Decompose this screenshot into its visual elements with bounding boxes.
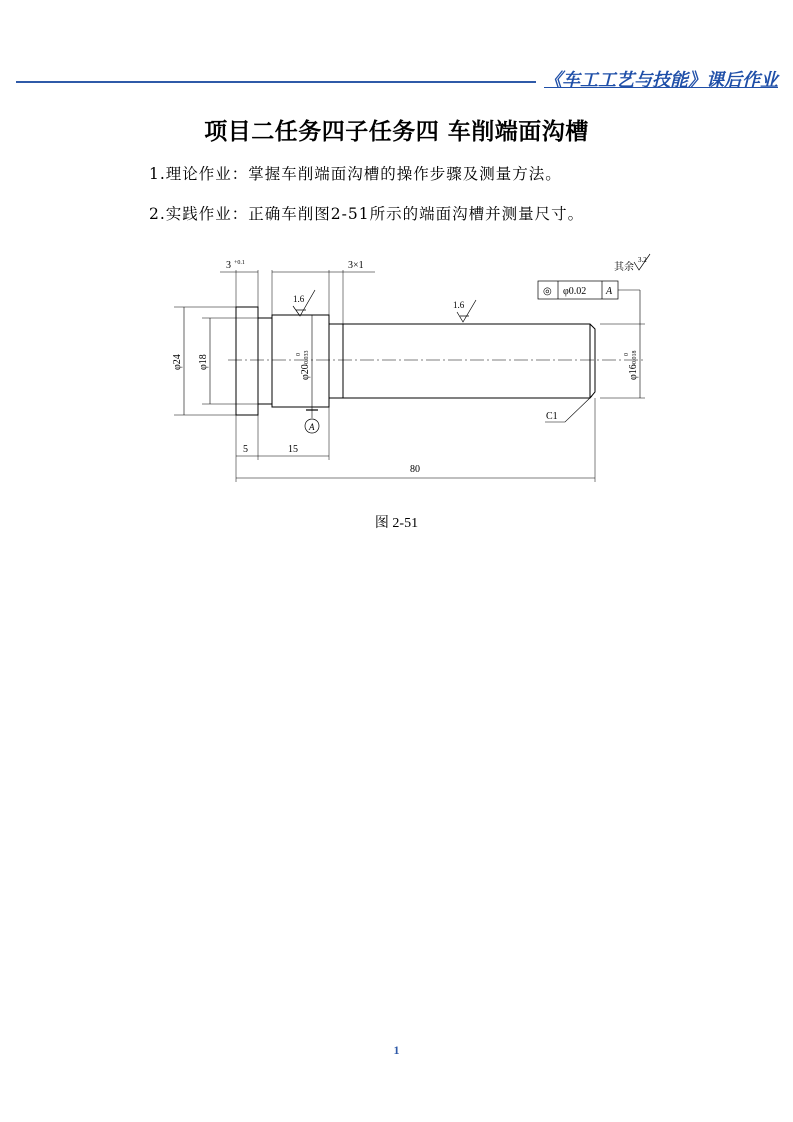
header-rule (16, 81, 536, 83)
diameter-20-upper: 0 (296, 353, 302, 356)
chamfer-groove-dim: 3×1 (348, 260, 364, 271)
len-5: 5 (243, 444, 248, 455)
groove-width-tol: +0.1 (234, 260, 245, 266)
chamfer-c1: C1 (546, 411, 558, 422)
diameter-16-upper: 0 (624, 353, 630, 356)
roughness-left-value: 1.6 (293, 294, 305, 304)
diameter-20-lower: -0.033 (304, 350, 310, 366)
diameter-24: φ24 (172, 354, 183, 370)
datum-label: A (309, 422, 315, 432)
len-80: 80 (410, 464, 420, 475)
page-title: 项目二任务四子任务四 车削端面沟槽 (204, 119, 589, 145)
tolerance-value: φ0.02 (563, 286, 587, 297)
figure-caption: 图 2-51 (374, 516, 419, 531)
other-roughness-value: 3.2 (638, 256, 647, 264)
groove-width-dim: 3 (226, 260, 231, 271)
task-practice: 2.实践作业：正确车削图2-51所示的端面沟槽并测量尺寸。 (149, 205, 585, 223)
flange-body (236, 307, 258, 415)
task-theory: 1.理论作业：掌握车削端面沟槽的操作步骤及测量方法。 (149, 165, 562, 183)
header-title: 《车工工艺与技能》课后作业 (544, 70, 778, 91)
journal-body (272, 315, 329, 407)
page-number: 1 (393, 1043, 400, 1057)
groove-neck (258, 318, 272, 404)
diameter-18: φ18 (198, 354, 209, 370)
other-roughness-label: 其余 (614, 262, 634, 273)
diameter-16-lower: -0.018 (632, 350, 638, 366)
diameter-20: φ20 (300, 364, 311, 380)
roughness-right-value: 1.6 (453, 300, 465, 310)
technical-drawing (160, 250, 660, 490)
shaft-body (343, 324, 595, 398)
tolerance-datum: A (606, 286, 613, 297)
tolerance-symbol: ◎ (543, 286, 552, 297)
len-15: 15 (288, 444, 298, 455)
relief-groove (329, 324, 343, 398)
diameter-16: φ16 (628, 364, 639, 380)
